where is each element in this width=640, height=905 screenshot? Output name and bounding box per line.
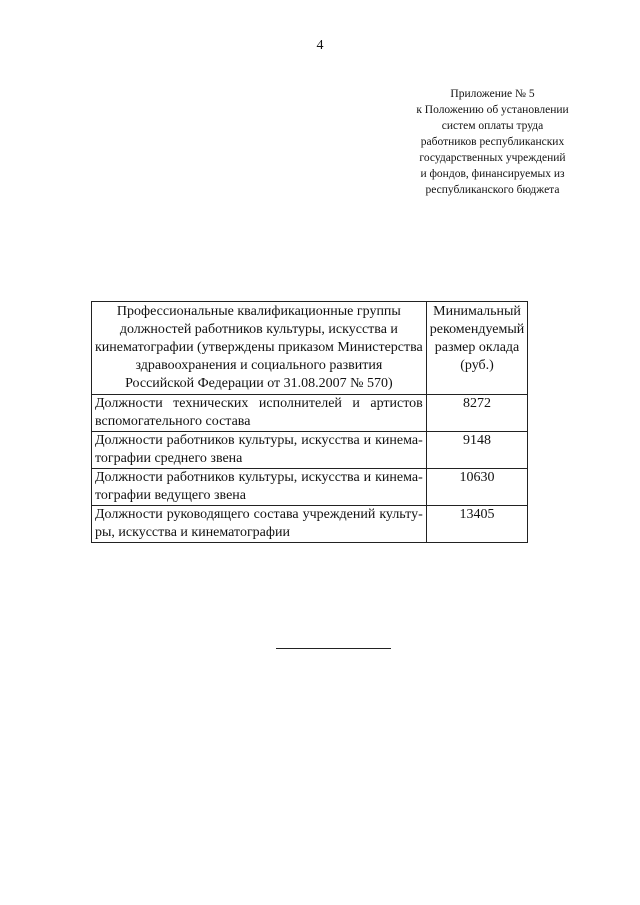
table-row [92,469,528,506]
table-row [92,432,528,469]
page-number: 4 [316,38,324,53]
appendix-line: государственных учреждений [419,152,566,164]
appendix-line: и фондов, финансируемых из [420,168,565,180]
salary-table [91,301,528,543]
appendix-heading [385,86,600,198]
position-group-name: Должности работников культуры, искусства и кинема-тографии среднего звена [92,432,427,469]
header-line: кинематографии (утверждены приказом Министерства [95,340,423,355]
position-group-name: Должности работников культуры, искусства и кинема-тографии ведущего звена [92,469,427,506]
header-line: (руб.) [460,358,494,373]
header-line: рекомендуемый [429,322,525,337]
position-group-name: Должности технических исполнителей и артистов вспомогательного состава [92,395,427,432]
header-line: Российской Федерации от 31.08.2007 № 570) [125,376,393,391]
table-row [92,506,528,543]
table-row [92,395,528,432]
salary-value: 8272 [426,395,528,432]
salary-value: 13405 [426,506,528,543]
header-line: размер оклада [434,340,520,355]
appendix-line: республиканского бюджета [425,184,560,196]
salary-value: 10630 [426,469,528,506]
closing-rule [276,648,391,649]
header-line: здравоохранения и социального развития [135,358,383,373]
position-group-name: Должности руководящего состава учреждений культу-ры, искусства и кинематографии [92,506,427,543]
appendix-line: систем оплаты труда [441,120,544,132]
header-qualification-groups [92,302,427,395]
table-header-row [92,302,528,395]
header-line: Профессиональные квалификационные группы [116,304,401,319]
appendix-line: Приложение № 5 [450,88,535,100]
appendix-line: к Положению об установлении [416,104,569,116]
header-line: должностей работников культуры, искусства и [119,322,398,337]
header-min-salary [426,302,528,395]
salary-value: 9148 [426,432,528,469]
header-line: Минимальный [433,304,521,319]
appendix-line: работников республиканских [420,136,565,148]
